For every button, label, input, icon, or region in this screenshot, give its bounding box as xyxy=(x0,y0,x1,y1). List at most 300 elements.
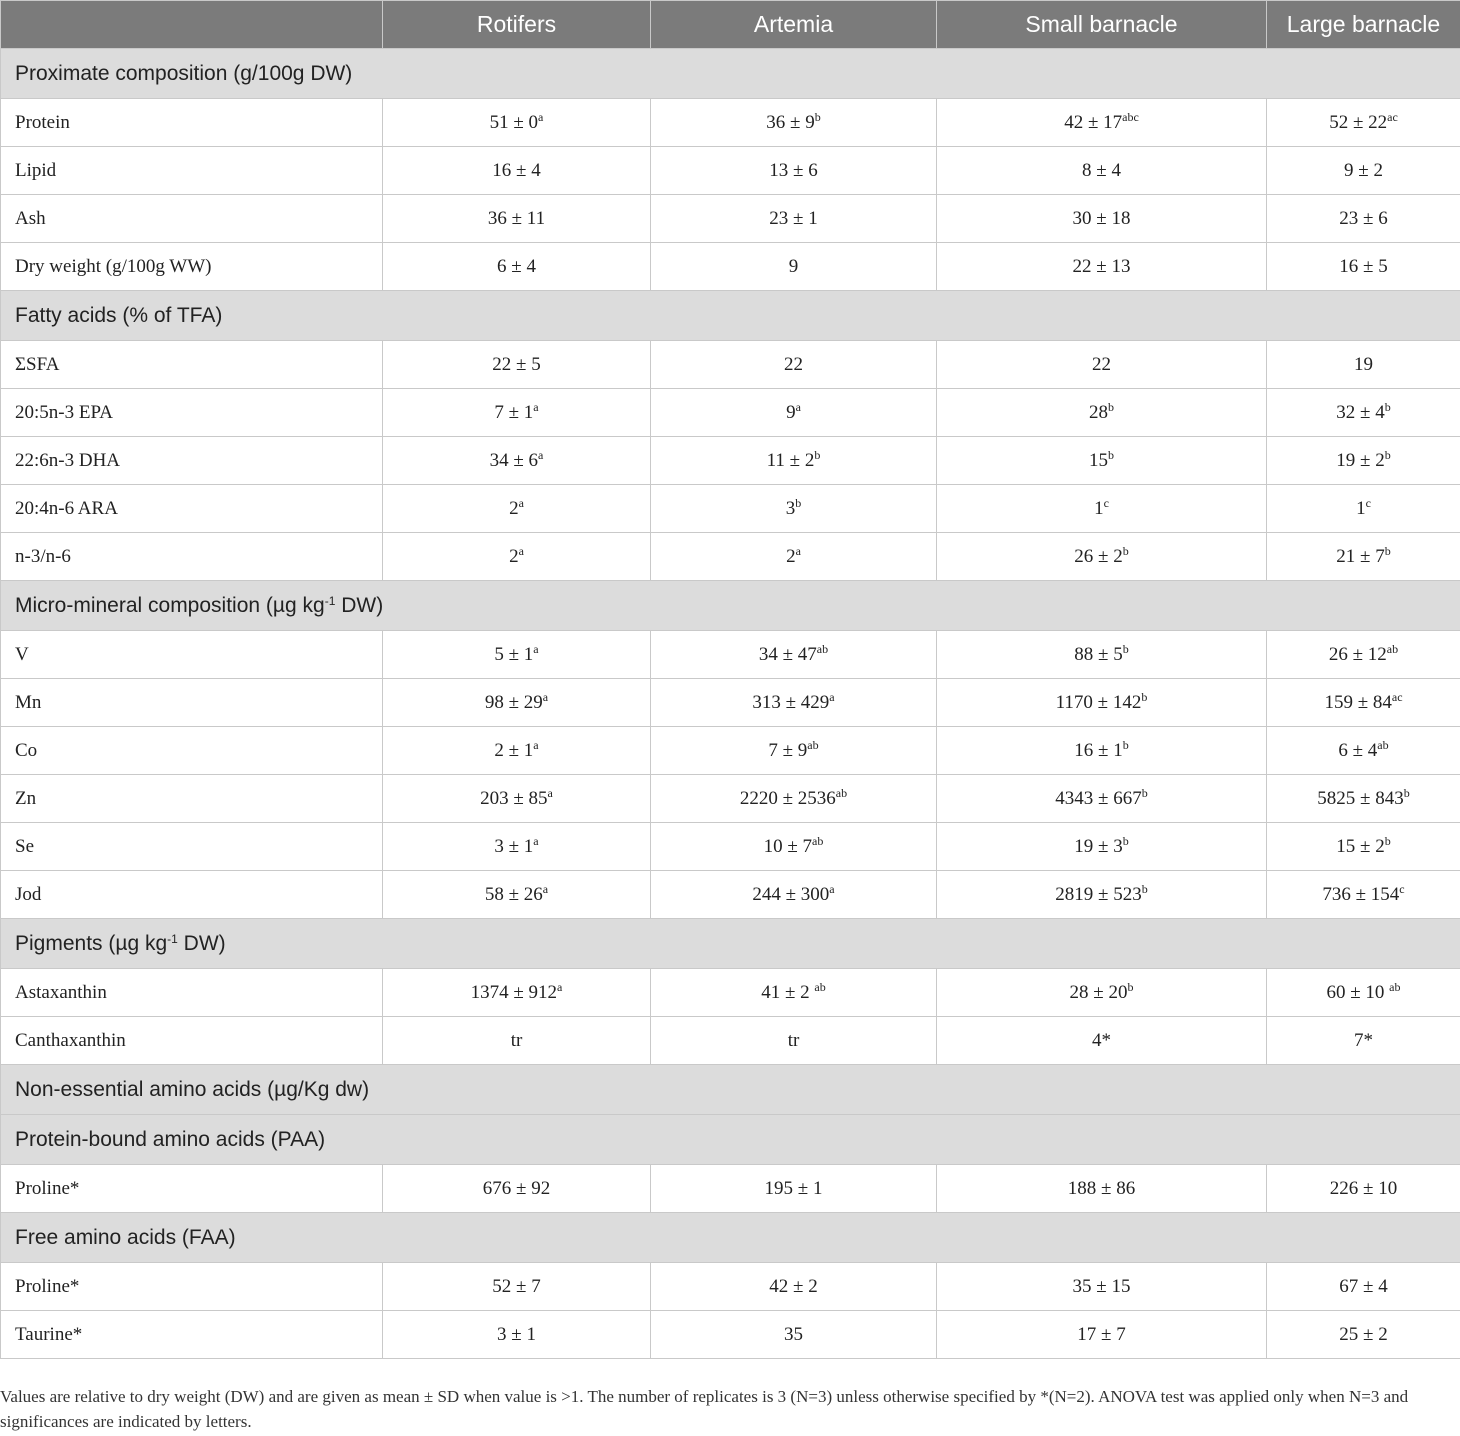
cell-value: 30 ± 18 xyxy=(1072,207,1131,229)
value-cell xyxy=(1267,1165,1460,1213)
value-cell xyxy=(651,727,937,775)
cell-value: 26 ± 12 xyxy=(1328,643,1387,665)
cell-value: 9 xyxy=(786,401,796,423)
section-title-text: Free amino acids (FAA) xyxy=(15,1225,236,1249)
significance-letters: ab xyxy=(816,641,829,656)
row-label-cell xyxy=(1,727,383,775)
cell-value: 1374 ± 912 xyxy=(470,981,558,1003)
cell-value: 32 ± 4 xyxy=(1336,401,1385,423)
header-cell-rotifers: Rotifers xyxy=(383,1,651,49)
row-label-cell xyxy=(1,631,383,679)
cell-value: 7* xyxy=(1354,1029,1373,1051)
row-label: Zn xyxy=(15,787,37,809)
cell-value: 42 ± 17 xyxy=(1064,111,1123,133)
table-body xyxy=(1,49,1460,1359)
table-row xyxy=(1,1263,1460,1311)
value-cell xyxy=(383,1263,651,1311)
cell-value: 7 ± 1 xyxy=(494,401,534,423)
cell-value: 21 ± 7 xyxy=(1336,545,1385,567)
significance-letters: b xyxy=(1141,689,1148,704)
significance-letters: c xyxy=(1399,881,1405,896)
value-cell xyxy=(1267,1311,1460,1359)
table-row xyxy=(1,99,1460,147)
significance-letters: a xyxy=(533,399,539,414)
value-cell xyxy=(937,969,1267,1017)
value-cell xyxy=(383,871,651,919)
value-cell xyxy=(937,99,1267,147)
value-cell xyxy=(651,485,937,533)
row-label: n-3/n-6 xyxy=(15,545,71,567)
value-cell xyxy=(937,775,1267,823)
value-cell xyxy=(1267,1017,1460,1065)
cell-value: 19 xyxy=(1354,353,1373,375)
cell-value: 22 xyxy=(1092,353,1111,375)
significance-letters: b xyxy=(814,447,821,462)
value-cell xyxy=(937,533,1267,581)
significance-letters: a xyxy=(538,447,544,462)
cell-value: 22 ± 13 xyxy=(1072,255,1131,277)
section-row xyxy=(1,1065,1460,1115)
table-row xyxy=(1,195,1460,243)
value-cell xyxy=(937,485,1267,533)
significance-letters: a xyxy=(533,737,539,752)
cell-value: 2220 ± 2536 xyxy=(739,787,836,809)
value-cell xyxy=(937,871,1267,919)
significance-letters: b xyxy=(1141,785,1148,800)
cell-value: 3 ± 1 xyxy=(494,835,534,857)
value-cell xyxy=(383,99,651,147)
value-cell xyxy=(383,823,651,871)
cell-value: 195 ± 1 xyxy=(764,1177,823,1199)
value-cell xyxy=(383,195,651,243)
value-cell xyxy=(383,437,651,485)
significance-letters: b xyxy=(1141,881,1148,896)
row-label-cell xyxy=(1,969,383,1017)
cell-value: 5 ± 1 xyxy=(494,643,534,665)
cell-value: 8 ± 4 xyxy=(1082,159,1121,181)
significance-letters: a xyxy=(533,641,539,656)
row-label: 20:4n-6 ARA xyxy=(15,497,118,519)
cell-value: 52 ± 7 xyxy=(492,1275,541,1297)
cell-value: 88 ± 5 xyxy=(1074,643,1123,665)
value-cell xyxy=(937,631,1267,679)
cell-value: 10 ± 7 xyxy=(763,835,813,857)
section-row xyxy=(1,49,1460,99)
cell-value: 13 ± 6 xyxy=(769,159,818,181)
significance-letters: b xyxy=(1384,543,1391,558)
cell-value: 26 ± 2 xyxy=(1074,545,1123,567)
significance-letters: ab xyxy=(814,979,826,994)
cell-value: 52 ± 22 xyxy=(1329,111,1388,133)
section-row xyxy=(1,1213,1460,1263)
cell-value: 35 xyxy=(784,1323,803,1345)
value-cell xyxy=(383,533,651,581)
cell-value: 676 ± 92 xyxy=(482,1177,551,1199)
significance-letters: a xyxy=(518,543,524,558)
significance-letters: b xyxy=(1403,785,1410,800)
cell-value: 1170 ± 142 xyxy=(1055,691,1142,713)
value-cell xyxy=(1267,99,1460,147)
row-label-cell xyxy=(1,485,383,533)
cell-value: 22 xyxy=(784,353,803,375)
value-cell xyxy=(651,243,937,291)
value-cell xyxy=(1267,969,1460,1017)
value-cell xyxy=(651,679,937,727)
significance-letters: b xyxy=(1108,399,1114,414)
row-label: 20:5n-3 EPA xyxy=(15,401,114,423)
significance-letters: a xyxy=(829,881,835,896)
table-row xyxy=(1,631,1460,679)
section-title xyxy=(1,291,1460,341)
significance-letters: b xyxy=(1122,737,1129,752)
value-cell xyxy=(1267,679,1460,727)
header-cell-artemia: Artemia xyxy=(651,1,937,49)
value-cell xyxy=(651,823,937,871)
header-row xyxy=(1,1,1460,49)
significance-letters: a xyxy=(795,543,801,558)
value-cell xyxy=(383,969,651,1017)
significance-letters: b xyxy=(795,495,802,510)
cell-value: 1 xyxy=(1094,497,1104,519)
row-label: Astaxanthin xyxy=(15,981,107,1003)
cell-value: 4* xyxy=(1092,1029,1111,1051)
section-title xyxy=(1,1115,1460,1165)
table-row xyxy=(1,485,1460,533)
value-cell xyxy=(1267,823,1460,871)
value-cell xyxy=(651,389,937,437)
value-cell xyxy=(383,679,651,727)
cell-value: 23 ± 1 xyxy=(769,207,818,229)
value-cell xyxy=(651,1311,937,1359)
value-cell xyxy=(651,533,937,581)
value-cell xyxy=(937,389,1267,437)
significance-letters: abc xyxy=(1122,109,1139,124)
value-cell xyxy=(937,1017,1267,1065)
significance-letters: b xyxy=(814,109,821,124)
table-row xyxy=(1,1311,1460,1359)
value-cell xyxy=(383,775,651,823)
row-label: Protein xyxy=(15,111,70,133)
cell-value: 2819 ± 523 xyxy=(1055,883,1142,905)
cell-value: tr xyxy=(787,1029,800,1051)
row-label: Co xyxy=(15,739,38,761)
significance-letters: ab xyxy=(1377,737,1389,752)
cell-value: 15 xyxy=(1089,449,1108,471)
row-label-cell xyxy=(1,775,383,823)
row-label-cell xyxy=(1,533,383,581)
cell-value: 22 ± 5 xyxy=(492,353,541,375)
value-cell xyxy=(651,775,937,823)
table-row xyxy=(1,341,1460,389)
significance-letters: a xyxy=(538,109,544,124)
cell-value: 313 ± 429 xyxy=(752,691,830,713)
significance-letters: ab xyxy=(835,785,848,800)
significance-letters: b xyxy=(1384,399,1391,414)
significance-letters: a xyxy=(557,979,563,994)
significance-letters: ab xyxy=(807,737,819,752)
cell-value: 188 ± 86 xyxy=(1067,1177,1136,1199)
row-label: Ash xyxy=(15,207,46,229)
significance-letters: c xyxy=(1103,495,1109,510)
significance-letters: a xyxy=(547,785,553,800)
value-cell xyxy=(383,1017,651,1065)
significance-letters: a xyxy=(542,881,549,896)
value-cell xyxy=(651,969,937,1017)
value-cell xyxy=(1267,243,1460,291)
row-label-cell xyxy=(1,1311,383,1359)
section-title xyxy=(1,1065,1460,1115)
cell-value: 11 ± 2 xyxy=(766,449,815,471)
value-cell xyxy=(651,871,937,919)
table-row xyxy=(1,727,1460,775)
value-cell xyxy=(651,437,937,485)
cell-value: 58 ± 26 xyxy=(484,883,543,905)
significance-letters: a xyxy=(518,495,524,510)
value-cell xyxy=(651,195,937,243)
significance-letters: ac xyxy=(1387,109,1398,124)
significance-letters: ab xyxy=(1386,641,1399,656)
value-cell xyxy=(937,243,1267,291)
value-cell xyxy=(383,485,651,533)
cell-value: 17 ± 7 xyxy=(1077,1323,1126,1345)
value-cell xyxy=(1267,195,1460,243)
value-cell xyxy=(1267,727,1460,775)
cell-value: 16 ± 4 xyxy=(492,159,541,181)
value-cell xyxy=(1267,533,1460,581)
cell-value: 98 ± 29 xyxy=(484,691,543,713)
cell-value: 4343 ± 667 xyxy=(1055,787,1142,809)
cell-value: tr xyxy=(510,1029,523,1051)
cell-value: 19 ± 2 xyxy=(1336,449,1385,471)
table-row xyxy=(1,969,1460,1017)
cell-value: 16 ± 1 xyxy=(1074,739,1123,761)
value-cell xyxy=(1267,1263,1460,1311)
value-cell xyxy=(937,1165,1267,1213)
section-title xyxy=(1,1213,1460,1263)
cell-value: 2 xyxy=(509,497,519,519)
significance-letters: ab xyxy=(812,833,824,848)
cell-value: 36 ± 11 xyxy=(487,207,546,229)
value-cell xyxy=(651,1263,937,1311)
table-row xyxy=(1,243,1460,291)
section-title xyxy=(1,919,1460,969)
section-title-superscript: -1 xyxy=(167,931,178,946)
row-label-cell xyxy=(1,147,383,195)
value-cell xyxy=(937,437,1267,485)
significance-letters: b xyxy=(1384,447,1391,462)
cell-value: 2 xyxy=(786,545,796,567)
value-cell xyxy=(1267,485,1460,533)
cell-value: 203 ± 85 xyxy=(480,787,548,809)
cell-value: 1 xyxy=(1356,497,1366,519)
value-cell xyxy=(937,1311,1267,1359)
row-label-cell xyxy=(1,679,383,727)
cell-value: 6 ± 4 xyxy=(497,255,536,277)
row-label: Se xyxy=(15,835,34,857)
cell-value: 16 ± 5 xyxy=(1339,255,1388,277)
row-label-cell xyxy=(1,389,383,437)
table-row xyxy=(1,1017,1460,1065)
value-cell xyxy=(1267,437,1460,485)
cell-value: 28 xyxy=(1089,401,1108,423)
value-cell xyxy=(1267,775,1460,823)
cell-value: 25 ± 2 xyxy=(1339,1323,1388,1345)
value-cell xyxy=(383,389,651,437)
table-row xyxy=(1,533,1460,581)
table-row xyxy=(1,823,1460,871)
value-cell xyxy=(1267,871,1460,919)
significance-letters: a xyxy=(795,399,801,414)
row-label-cell xyxy=(1,195,383,243)
value-cell xyxy=(383,631,651,679)
significance-letters: ac xyxy=(1391,689,1403,704)
table-row xyxy=(1,437,1460,485)
value-cell xyxy=(651,99,937,147)
row-label: Dry weight (g/100g WW) xyxy=(15,255,212,277)
row-label-cell xyxy=(1,341,383,389)
header-cell-small-barnacle: Small barnacle xyxy=(937,1,1267,49)
row-label: Lipid xyxy=(15,159,57,181)
cell-value: 9 ± 2 xyxy=(1344,159,1383,181)
cell-value: 51 ± 0 xyxy=(489,111,539,133)
row-label: Taurine* xyxy=(15,1323,83,1345)
value-cell xyxy=(651,1017,937,1065)
table-row xyxy=(1,679,1460,727)
value-cell xyxy=(383,341,651,389)
cell-value: 226 ± 10 xyxy=(1329,1177,1398,1199)
section-title-tail: DW) xyxy=(177,931,226,955)
cell-value: 42 ± 2 xyxy=(769,1275,818,1297)
cell-value: 244 ± 300 xyxy=(752,883,830,905)
section-title-text: Protein-bound amino acids (PAA) xyxy=(15,1127,326,1151)
row-label-cell xyxy=(1,1165,383,1213)
value-cell xyxy=(651,631,937,679)
significance-letters: a xyxy=(829,689,835,704)
value-cell xyxy=(1267,341,1460,389)
cell-value: 36 ± 9 xyxy=(766,111,815,133)
row-label: 22:6n-3 DHA xyxy=(15,449,121,471)
value-cell xyxy=(651,147,937,195)
value-cell xyxy=(1267,147,1460,195)
cell-value: 9 xyxy=(788,255,799,277)
significance-letters: b xyxy=(1122,543,1129,558)
cell-value: 3 ± 1 xyxy=(497,1323,536,1345)
header-cell xyxy=(1,1,383,49)
significance-letters: b xyxy=(1127,979,1134,994)
value-cell xyxy=(937,1263,1267,1311)
cell-value: 28 ± 20 xyxy=(1069,981,1128,1003)
section-title xyxy=(1,49,1460,99)
significance-letters: b xyxy=(1122,833,1129,848)
cell-value: 35 ± 15 xyxy=(1072,1275,1131,1297)
row-label: Mn xyxy=(15,691,42,713)
significance-letters: a xyxy=(533,833,539,848)
cell-value: 5825 ± 843 xyxy=(1317,787,1404,809)
row-label: V xyxy=(15,643,29,665)
value-cell xyxy=(383,1311,651,1359)
table-row xyxy=(1,775,1460,823)
significance-letters: b xyxy=(1122,641,1129,656)
cell-value: 60 ± 10 xyxy=(1326,981,1390,1003)
value-cell xyxy=(937,147,1267,195)
row-label: Jod xyxy=(15,883,42,905)
cell-value: 34 ± 6 xyxy=(489,449,539,471)
value-cell xyxy=(383,1165,651,1213)
value-cell xyxy=(651,341,937,389)
section-title-text: Pigments (µg kg xyxy=(15,931,168,955)
row-label-cell xyxy=(1,99,383,147)
row-label-cell xyxy=(1,1017,383,1065)
section-title-text: Fatty acids (% of TFA) xyxy=(15,303,223,327)
value-cell xyxy=(937,727,1267,775)
row-label-cell xyxy=(1,243,383,291)
section-title-tail: DW) xyxy=(335,593,384,617)
significance-letters: ab xyxy=(1389,979,1401,994)
cell-value: 15 ± 2 xyxy=(1336,835,1385,857)
value-cell xyxy=(937,679,1267,727)
value-cell xyxy=(937,823,1267,871)
header-cell-large-barnacle: Large barnacle xyxy=(1267,1,1460,49)
significance-letters: b xyxy=(1108,447,1114,462)
section-title-text: Micro-mineral composition (µg kg xyxy=(15,593,325,617)
row-label: Canthaxanthin xyxy=(15,1029,126,1051)
cell-value: 736 ± 154 xyxy=(1322,883,1400,905)
significance-letters: a xyxy=(542,689,549,704)
row-label: ΣSFA xyxy=(15,353,60,375)
value-cell xyxy=(383,727,651,775)
value-cell xyxy=(383,243,651,291)
table-row xyxy=(1,147,1460,195)
cell-value: 159 ± 84 xyxy=(1324,691,1392,713)
cell-value: 41 ± 2 xyxy=(761,981,815,1003)
table-row xyxy=(1,1165,1460,1213)
section-row xyxy=(1,581,1460,631)
cell-value: 7 ± 9 xyxy=(768,739,808,761)
value-cell xyxy=(1267,389,1460,437)
value-cell xyxy=(651,1165,937,1213)
cell-value: 23 ± 6 xyxy=(1339,207,1388,229)
table-row xyxy=(1,389,1460,437)
table-row xyxy=(1,871,1460,919)
row-label-cell xyxy=(1,871,383,919)
cell-value: 6 ± 4 xyxy=(1338,739,1378,761)
cell-value: 2 xyxy=(509,545,519,567)
cell-value: 2 ± 1 xyxy=(494,739,534,761)
row-label-cell xyxy=(1,437,383,485)
cell-value: 67 ± 4 xyxy=(1339,1275,1388,1297)
value-cell xyxy=(937,341,1267,389)
section-row xyxy=(1,919,1460,969)
value-cell xyxy=(383,147,651,195)
row-label: Proline* xyxy=(15,1275,80,1297)
section-row xyxy=(1,291,1460,341)
significance-letters: b xyxy=(1384,833,1391,848)
table-footnote: Values are relative to dry weight (DW) and are given as mean ± SD when value is >1. The number of replicates is 3 (N=3) unless otherwise specified by *(N=2). ANOVA test was applied only when N=3 and significances are indicated by letters. xyxy=(0,1387,1409,1431)
cell-value: 19 ± 3 xyxy=(1074,835,1123,857)
cell-value: 3 xyxy=(785,497,796,519)
row-label-cell xyxy=(1,823,383,871)
row-label-cell xyxy=(1,1263,383,1311)
section-title-text: Non-essential amino acids (µg/Kg dw) xyxy=(15,1077,370,1101)
section-title-superscript: -1 xyxy=(324,593,336,608)
value-cell xyxy=(937,195,1267,243)
section-title xyxy=(1,581,1460,631)
row-label: Proline* xyxy=(15,1177,80,1199)
significance-letters: c xyxy=(1365,495,1371,510)
cell-value: 34 ± 47 xyxy=(758,643,817,665)
section-title-text: Proximate composition (g/100g DW) xyxy=(15,61,353,85)
section-row xyxy=(1,1115,1460,1165)
